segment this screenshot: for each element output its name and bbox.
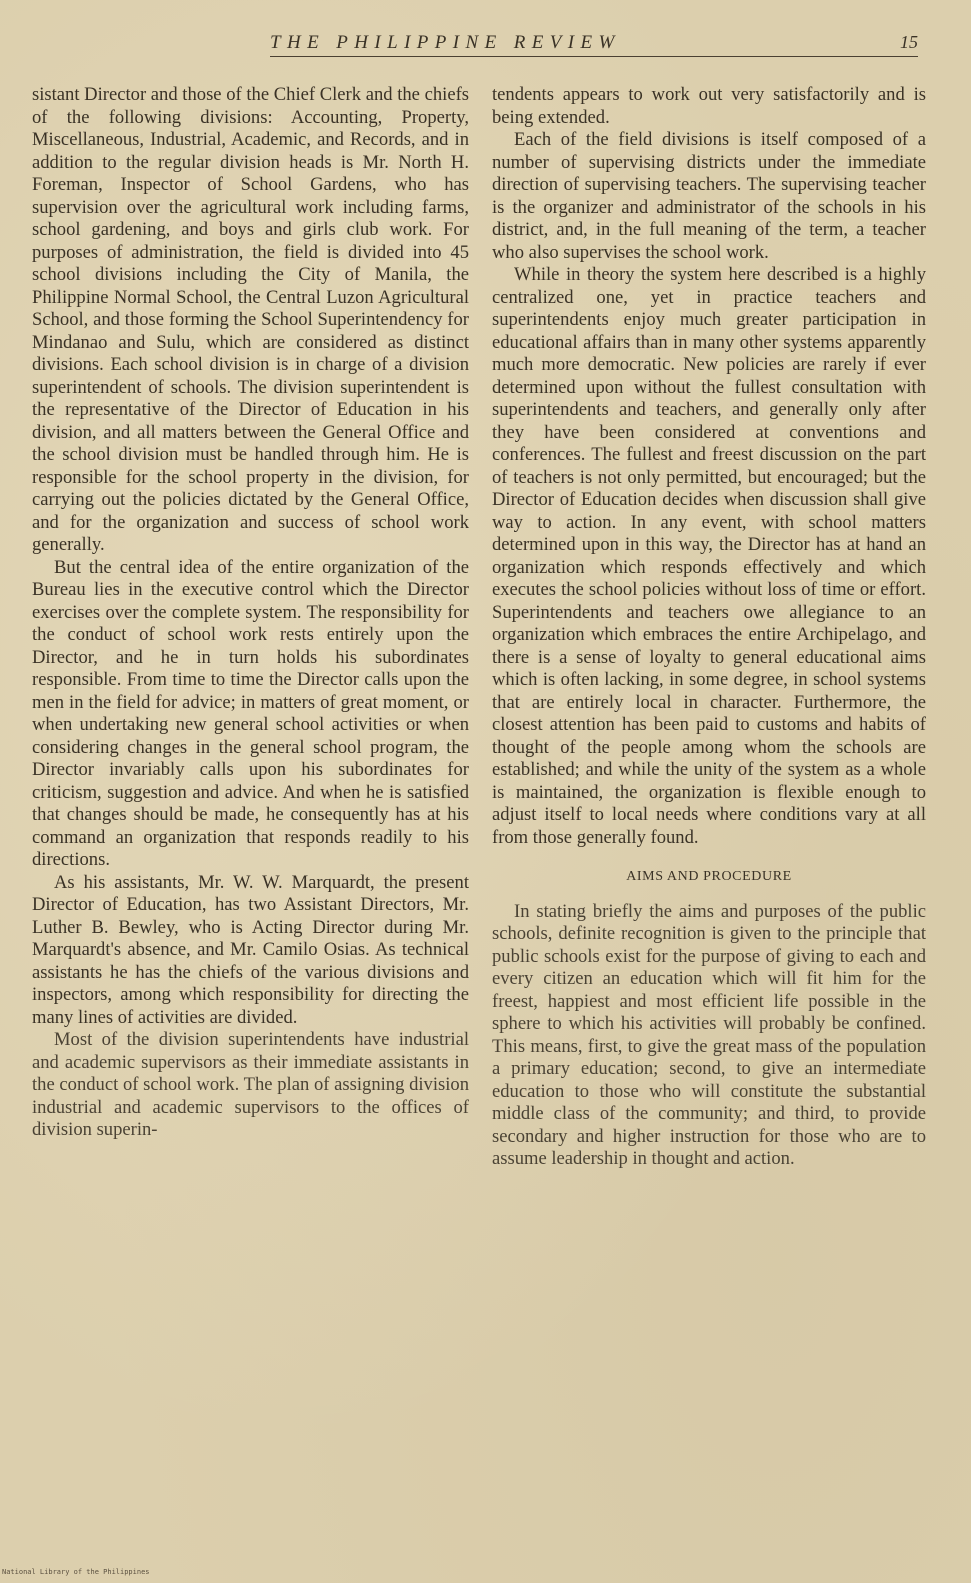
paragraph: Each of the field divisions is itself composed of a number of supervising districts under the immediate direction of supervising teachers. The supervising teacher is the organizer and administrator of the schools in his district, and, in the full meaning of the term, a teacher who also supervises the school work.	[492, 129, 926, 263]
paragraph: But the central idea of the entire organization of the Bureau lies in the executive control which the Director exercises over the complete system. The responsibility for the conduct of school work rests entirely upon the Director, and he in turn holds his subordinates responsible. From time to time the Director calls upon the men in the field for advice; in matters of great moment, or when undertaking new general school activities or when considering changes in the general school program, the Director invariably calls upon his subordinates for criticism, suggestion and advice. And when he is satisfied that changes should be made, he consequently has at his command an organization that responds readily to his directions.	[32, 556, 469, 870]
left-column	[32, 84, 469, 1142]
paragraph: In stating briefly the aims and purposes of the public schools, definite recognition is given to the principle that public schools exist for the purpose of giving to each and every citizen an education which will fit him for the freest, happiest and most efficient life possible in the sphere to which his activities will probably be confined. This means, first, to give the great mass of the population a primary education; second, to give an intermediate education to those who will constitute the substantial middle class of the community; and third, to provide secondary and higher instruction for those who are to assume leadership in thought and action.	[492, 900, 926, 1169]
running-header	[270, 32, 918, 57]
paragraph: Most of the division superintendents have industrial and academic supervisors as their immediate assistants in the conduct of school work. The plan of assigning division industrial and academic supervisors to the offices of division superin-	[32, 1029, 469, 1140]
paragraph: sistant Director and those of the Chief Clerk and the chiefs of the following divisions: Accounting, Property, Miscellaneous, Industrial, Academic, and Records, and in addition to the regular division heads is Mr. North H. Foreman, Inspector of School Gardens, who has supervision over the agricultural work including farms, school gardening, and boys and girls club work. For purposes of administration, the field is divided into 45 school divisions including the City of Manila, the Philippine Normal School, the Central Luzon Agricultural School, and those forming the School Superintendency for Mindanao and Sulu, which are considered as distinct divisions. Each school division is in charge of a division superintendent of schools. The division superintendent is the representative of the Director of Education in his division, and all matters between the General Office and the school division must be handled through him. He is responsible for the school property in the division, for carrying out the policies dictated by the General Office, and for the organization and success of school work generally.	[32, 84, 469, 555]
paragraph: tendents appears to work out very satisfactorily and is being extended.	[492, 84, 926, 128]
journal-title: THE PHILIPPINE REVIEW	[270, 32, 621, 53]
paragraph: As his assistants, Mr. W. W. Marquardt, the present Director of Education, has two Assistant Directors, Mr. Luther B. Bewley, who is Acting Director during Mr. Marquardt's absence, and Mr. Camilo Osias. As technical assistants he has the chiefs of the various divisions and inspectors, among which responsibility for directing the many lines of activities are divided.	[32, 871, 469, 1028]
library-credit: National Library of the Philippines	[2, 1568, 150, 1576]
page-number: 15	[900, 32, 918, 52]
paragraph: While in theory the system here described is a highly centralized one, yet in practice teachers and superintendents enjoy much greater participation in educational affairs than in many other systems apparently much more democratic. New policies are rarely if ever determined upon without the fullest consultation with superintendents and teachers, and generally only after they have been considered at conventions and conferences. The fullest and freest discussion on the part of teachers is not only permitted, but encouraged; but the Director of Education decides when discussion shall give way to action. In any event, with school matters determined upon in this way, the Director has at hand an organization which responds effectively and which executes the school policies without loss of time or effort. Superintendents and teachers owe allegiance to an organization which embraces the entire Archipelago, and there is a sense of loyalty to general educational aims which is often lacking, in some degree, in school systems that are entirely local in character. Furthermore, the closest attention has been paid to customs and habits of thought of the people among whom the schools are established; and while the unity of the system as a whole is maintained, the organization is flexible enough to adjust itself to local needs where conditions vary at all from those generally found.	[492, 264, 926, 848]
right-column	[492, 84, 926, 1171]
section-heading: AIMS AND PROCEDURE	[626, 869, 792, 884]
